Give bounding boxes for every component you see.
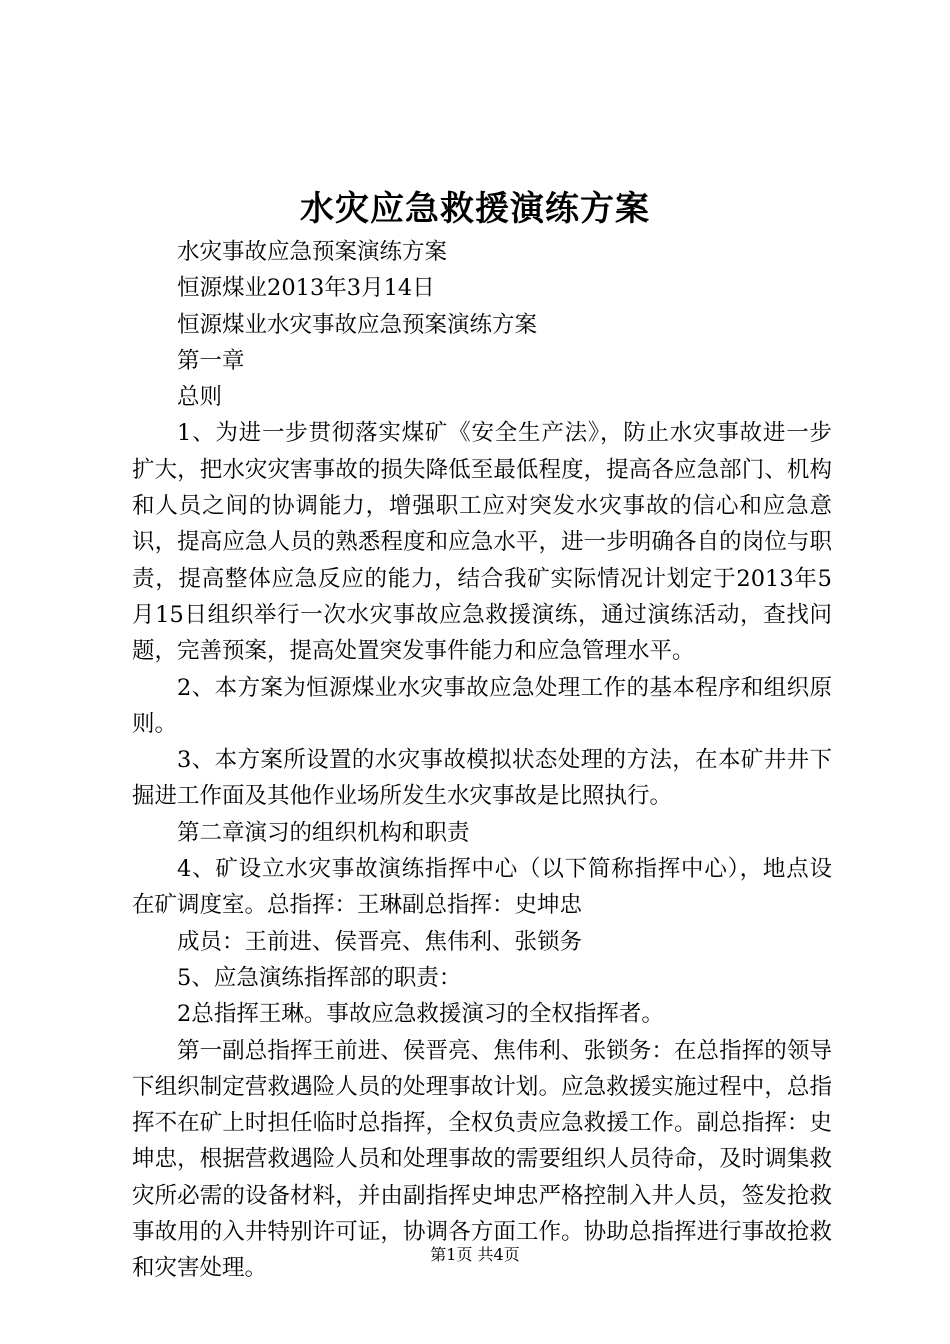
paragraph: 5、应急演练指挥部的职责： — [177, 964, 462, 991]
paragraph: 恒源煤业2013年3月14日 — [177, 275, 435, 302]
document-title: 水灾应急救援演练方案 — [300, 189, 650, 229]
paragraph: 第一副总指挥王前进、侯晋亮、焦伟利、张锁务：在总指挥的领导下组织制定营救遇险人员的处理事故计划。应急救援实施过程中，总指挥不在矿上时担任临时总指挥，全权负责应急救援工作。副总指挥：史坤忠，根据营救遇险人员和处理事故的需要组织人员待命，及时调集救灾所必需的设备材料，并由副指挥史坤忠严格控制入井人员，签发抢救事故用的入井特别许可证，协调各方面工作。协助总指挥进行事故抢救和灾害处理。 — [132, 1037, 832, 1282]
paragraph: 1、为进一步贯彻落实煤矿《安全生产法》，防止水灾事故进一步扩大，把水灾灾害事故的损失降低至最低程度，提高各应急部门、机构和人员之间的协调能力，增强职工应对突发水灾事故的信心和应急意识，提高应急人员的熟悉程度和应急水平，进一步明确各自的岗位与职责，提高整体应急反应的能力，结合我矿实际情况计划定于2013年5月15日组织举行一次水灾事故应急救援演练，通过演练活动，查找问题，完善预案，提高处置突发事件能力和应急管理水平。 — [132, 420, 832, 665]
page-footer: 第1页 共4页 — [430, 1245, 520, 1264]
paragraph: 2、本方案为恒源煤业水灾事故应急处理工作的基本程序和组织原则。 — [132, 674, 832, 737]
paragraph: 第一章 — [177, 347, 245, 374]
paragraph: 水灾事故应急预案演练方案 — [177, 239, 448, 265]
paragraph: 恒源煤业水灾事故应急预案演练方案 — [177, 311, 538, 338]
document-body — [132, 234, 832, 1287]
paragraph: 4、矿设立水灾事故演练指挥中心（以下简称指挥中心），地点设在矿调度室。总指挥：王琳副总指挥：史坤忠 — [132, 856, 832, 919]
paragraph: 第二章演习的组织机构和职责 — [177, 819, 470, 846]
paragraph: 成员：王前进、侯晋亮、焦伟利、张锁务 — [177, 928, 583, 955]
paragraph: 3、本方案所设置的水灾事故模拟状态处理的方法，在本矿井井下掘进工作面及其他作业场所发生水灾事故是比照执行。 — [132, 747, 832, 810]
paragraph: 总则 — [177, 384, 223, 411]
paragraph: 2总指挥王琳。事故应急救援演习的全权指挥者。 — [177, 1001, 664, 1028]
